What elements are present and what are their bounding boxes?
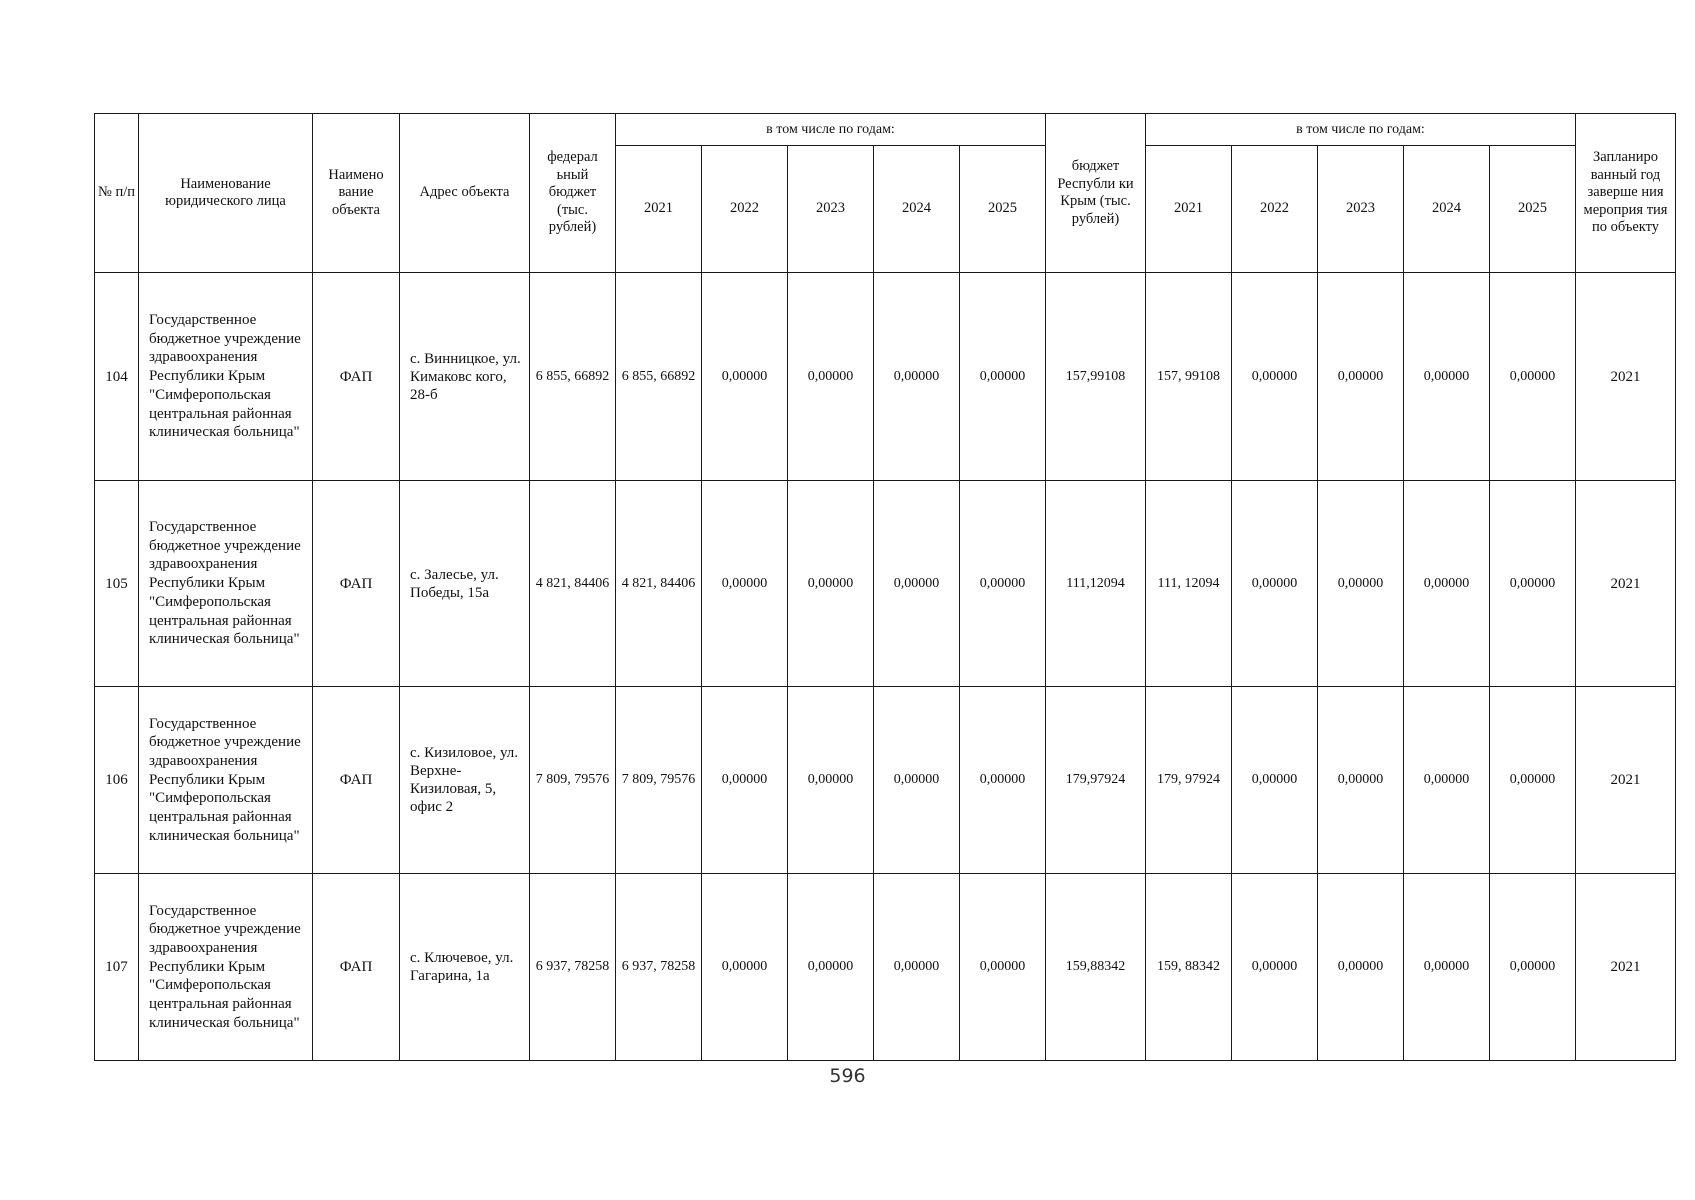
row-address: с. Винницкое, ул. Кимаковс кого, 28-б: [400, 273, 530, 481]
row-object: ФАП: [313, 273, 400, 481]
page-number: 596: [829, 1065, 866, 1087]
row-regional-year-value: 179, 97924: [1146, 687, 1232, 874]
row-regional-year-value: 0,00000: [1404, 687, 1490, 874]
header-completion-year: Запланиро ванный год заверше ния мероприя тия по объекту: [1576, 114, 1676, 273]
row-org-name: Государственное бюджетное учреждение здравоохранения Республики Крым "Симферопольская центральная районная клиническая больница": [139, 481, 313, 687]
row-num: 106: [95, 687, 139, 874]
header-federal-year: 2022: [702, 146, 788, 273]
row-completion-year: 2021: [1576, 874, 1676, 1061]
row-regional-year-value: 0,00000: [1318, 874, 1404, 1061]
row-federal-year-value: 0,00000: [702, 481, 788, 687]
row-federal-year-value: 0,00000: [960, 874, 1046, 1061]
row-regional-year-value: 0,00000: [1490, 874, 1576, 1061]
table-row: [95, 874, 1676, 1061]
row-regional-year-value: 0,00000: [1232, 874, 1318, 1061]
table-body: [95, 273, 1676, 1061]
row-federal-year-value: 7 809, 79576: [616, 687, 702, 874]
header-federal-year: 2024: [874, 146, 960, 273]
row-regional-year-value: 0,00000: [1232, 687, 1318, 874]
row-org-name: Государственное бюджетное учреждение здравоохранения Республики Крым "Симферопольская центральная районная клиническая больница": [139, 687, 313, 874]
row-federal-total: 7 809, 79576: [530, 687, 616, 874]
row-federal-year-value: 0,00000: [788, 687, 874, 874]
row-regional-year-value: 0,00000: [1490, 481, 1576, 687]
table-row: [95, 687, 1676, 874]
row-object: ФАП: [313, 481, 400, 687]
row-regional-year-value: 0,00000: [1404, 273, 1490, 481]
header-federal-year: 2023: [788, 146, 874, 273]
row-regional-year-value: 0,00000: [1404, 481, 1490, 687]
header-regional-year: 2021: [1146, 146, 1232, 273]
header-federal-year: 2021: [616, 146, 702, 273]
row-regional-year-value: 111, 12094: [1146, 481, 1232, 687]
row-address: с. Ключевое, ул. Гагарина, 1а: [400, 874, 530, 1061]
row-federal-year-value: 0,00000: [702, 687, 788, 874]
header-federal-years-group: в том числе по годам:: [616, 114, 1046, 146]
row-federal-year-value: 0,00000: [788, 481, 874, 687]
header-org-name: Наименование юридического лица: [139, 114, 313, 273]
header-regional-year: 2023: [1318, 146, 1404, 273]
row-address: с. Кизиловое, ул. Верхне-Кизиловая, 5, офис 2: [400, 687, 530, 874]
row-federal-year-value: 0,00000: [788, 273, 874, 481]
row-completion-year: 2021: [1576, 481, 1676, 687]
row-federal-year-value: 0,00000: [960, 481, 1046, 687]
row-federal-year-value: 0,00000: [874, 687, 960, 874]
header-regional-budget: бюджет Республи ки Крым (тыс. рублей): [1046, 114, 1146, 273]
row-regional-year-value: 0,00000: [1232, 481, 1318, 687]
header-regional-year: 2025: [1490, 146, 1576, 273]
row-federal-year-value: 0,00000: [960, 687, 1046, 874]
row-federal-year-value: 6 937, 78258: [616, 874, 702, 1061]
row-federal-total: 6 937, 78258: [530, 874, 616, 1061]
row-federal-total: 4 821, 84406: [530, 481, 616, 687]
row-completion-year: 2021: [1576, 273, 1676, 481]
row-regional-year-value: 0,00000: [1318, 687, 1404, 874]
row-address: с. Залесье, ул. Победы, 15а: [400, 481, 530, 687]
row-federal-year-value: 0,00000: [702, 273, 788, 481]
header-regional-years-group: в том числе по годам:: [1146, 114, 1576, 146]
row-regional-year-value: 0,00000: [1490, 273, 1576, 481]
row-object: ФАП: [313, 687, 400, 874]
row-completion-year: 2021: [1576, 687, 1676, 874]
table-row: [95, 273, 1676, 481]
row-regional-year-value: 0,00000: [1318, 481, 1404, 687]
row-num: 105: [95, 481, 139, 687]
row-federal-year-value: 0,00000: [788, 874, 874, 1061]
header-regional-year: 2022: [1232, 146, 1318, 273]
row-org-name: Государственное бюджетное учреждение здравоохранения Республики Крым "Симферопольская центральная районная клиническая больница": [139, 273, 313, 481]
table-header: [95, 114, 1676, 273]
row-federal-year-value: 4 821, 84406: [616, 481, 702, 687]
table-row: [95, 481, 1676, 687]
row-regional-total: 111,12094: [1046, 481, 1146, 687]
row-federal-year-value: 0,00000: [702, 874, 788, 1061]
row-regional-total: 179,97924: [1046, 687, 1146, 874]
row-num: 107: [95, 874, 139, 1061]
header-row-top: [95, 114, 1676, 146]
row-regional-year-value: 0,00000: [1232, 273, 1318, 481]
row-federal-year-value: 0,00000: [960, 273, 1046, 481]
row-regional-year-value: 157, 99108: [1146, 273, 1232, 481]
row-regional-year-value: 0,00000: [1404, 874, 1490, 1061]
row-federal-year-value: 6 855, 66892: [616, 273, 702, 481]
header-regional-year: 2024: [1404, 146, 1490, 273]
header-object-name: Наимено вание объекта: [313, 114, 400, 273]
row-regional-year-value: 0,00000: [1490, 687, 1576, 874]
header-federal-year: 2025: [960, 146, 1046, 273]
row-object: ФАП: [313, 874, 400, 1061]
row-num: 104: [95, 273, 139, 481]
budget-table: [94, 113, 1676, 1061]
row-federal-year-value: 0,00000: [874, 273, 960, 481]
row-federal-year-value: 0,00000: [874, 874, 960, 1061]
header-address: Адрес объекта: [400, 114, 530, 273]
row-federal-total: 6 855, 66892: [530, 273, 616, 481]
row-regional-year-value: 159, 88342: [1146, 874, 1232, 1061]
header-num: № п/п: [95, 114, 139, 273]
header-federal-budget: федерал ьный бюджет (тыс. рублей): [530, 114, 616, 273]
row-federal-year-value: 0,00000: [874, 481, 960, 687]
row-org-name: Государственное бюджетное учреждение здравоохранения Республики Крым "Симферопольская центральная районная клиническая больница": [139, 874, 313, 1061]
row-regional-total: 157,99108: [1046, 273, 1146, 481]
row-regional-year-value: 0,00000: [1318, 273, 1404, 481]
row-regional-total: 159,88342: [1046, 874, 1146, 1061]
